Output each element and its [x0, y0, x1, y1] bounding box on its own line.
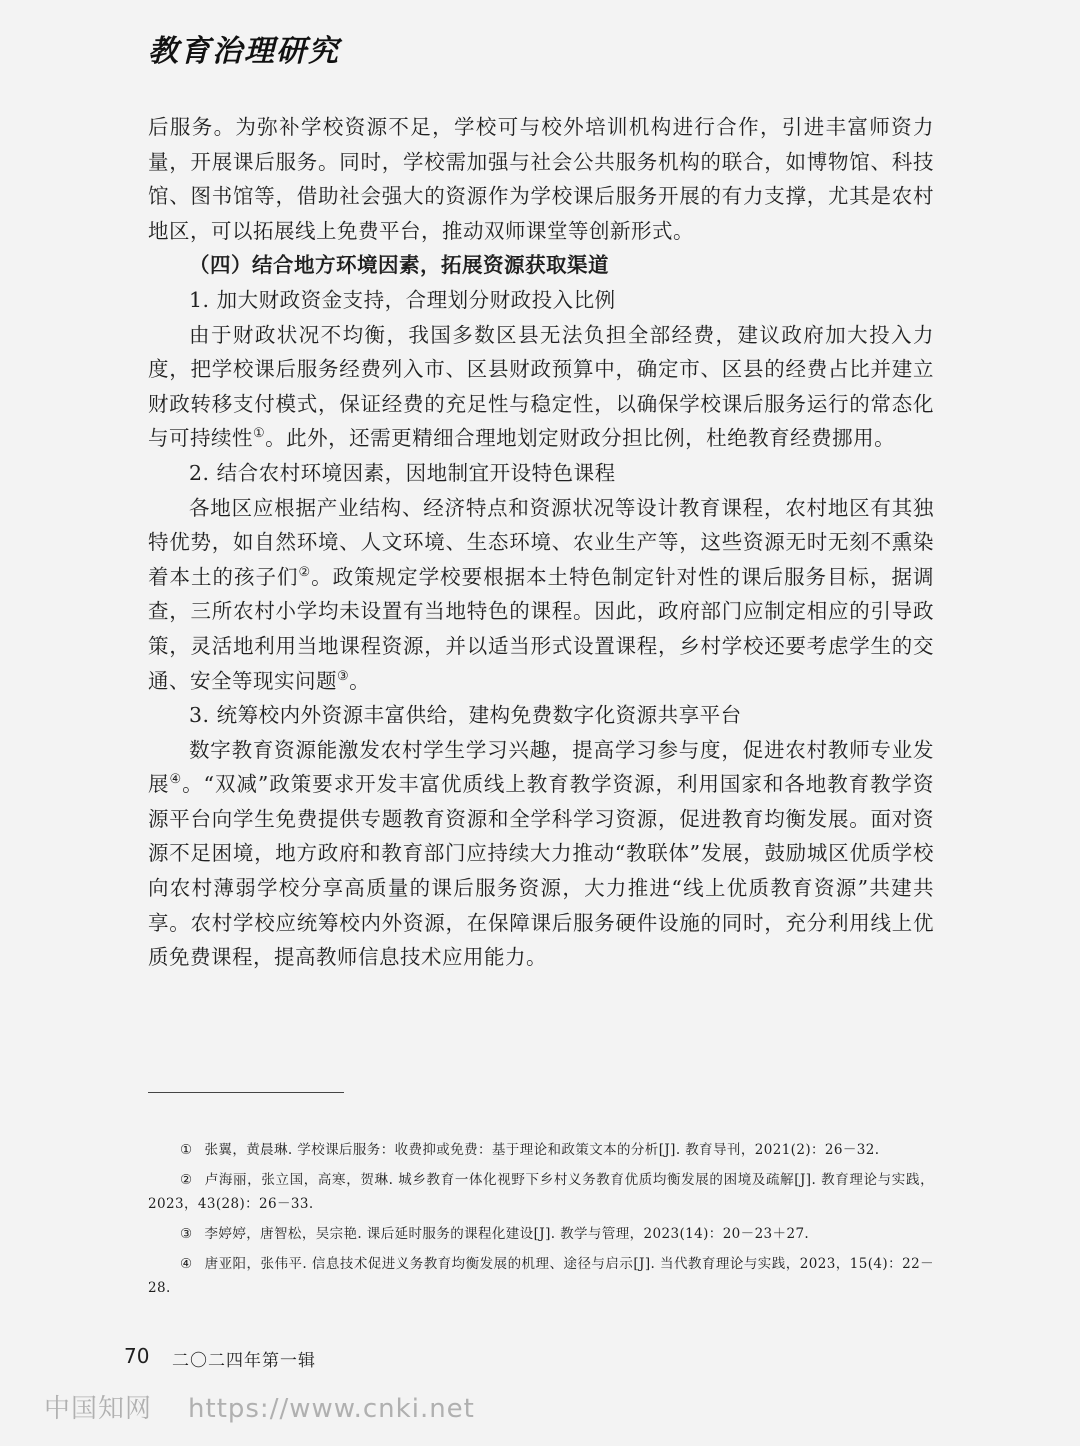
footnote-text: 张翼，黄晨琳. 学校课后服务：收费抑或免费：基于理论和政策文本的分析[J]. 教育导刊，2021(2)：26－32.	[204, 1142, 880, 1158]
footnotes	[148, 1138, 934, 1306]
footnote-text: 卢海丽，张立国，高寒，贺琳. 城乡教育一体化视野下乡村义务教育优质均衡发展的困境及疏解[J]. 教育理论与实践，2023，43(28)：26－33.	[148, 1172, 934, 1212]
article-body	[148, 110, 934, 975]
footnote-2	[148, 1168, 934, 1216]
paragraph-2-text-b: 。此外，还需更精细合理地划定财政分担比例，杜绝教育经费挪用。	[265, 426, 896, 451]
watermark-url[interactable]: https://www.cnki.net	[188, 1394, 475, 1424]
paragraph-1: 后服务。为弥补学校资源不足，学校可与校外培训机构进行合作，引进丰富师资力量，开展课后服务。同时，学校需加强与社会公共服务机构的联合，如博物馆、科技馆、图书馆等，借助社会强大的资源作为学校课后服务开展的有力支撑，尤其是农村地区，可以拓展线上免费平台，推动双师课堂等创新形式。	[148, 115, 934, 243]
subheading-3: 3. 统筹校内外资源丰富供给，建构免费数字化资源共享平台	[189, 703, 742, 728]
journal-title: 教育治理研究	[148, 34, 340, 69]
paragraph-3-text-b: 。政策规定学校要根据本土特色制定针对性的课后服务目标，据调查，三所农村小学均未设置有当地特色的课程。因此，政府部门应制定相应的引导政策，灵活地利用当地课程资源，并以适当形式设置课程，乡村学校还要考虑学生的交通、安全等现实问题	[148, 564, 935, 693]
footnote-ref-2[interactable]: ②	[298, 564, 312, 580]
watermark-site-name: 中国知网	[44, 1394, 153, 1424]
footnote-1	[148, 1138, 934, 1162]
page-number: 70	[124, 1344, 150, 1368]
subheading-2: 2. 结合农村环境因素，因地制宜开设特色课程	[189, 460, 616, 485]
footnote-3	[148, 1222, 934, 1246]
cnki-watermark	[44, 1388, 475, 1425]
paragraph-4	[148, 733, 934, 975]
footnote-divider	[148, 1092, 344, 1093]
footnote-ref-4[interactable]: ④	[169, 772, 183, 788]
footnote-4	[148, 1252, 934, 1300]
footnote-mark: ④	[180, 1256, 193, 1272]
footnote-ref-1[interactable]: ①	[253, 426, 266, 442]
footnote-text: 唐亚阳，张伟平. 信息技术促进义务教育均衡发展的机理、途径与启示[J]. 当代教育理论与实践，2023，15(4)：22－28.	[148, 1256, 934, 1296]
issue-label: 二〇二四年第一辑	[172, 1351, 316, 1371]
footnote-mark: ③	[180, 1226, 193, 1242]
footnote-text: 李婷婷，唐智松，吴宗艳. 课后延时服务的课程化建设[J]. 教学与管理，2023(14)：20－23＋27.	[204, 1226, 810, 1242]
footnote-mark: ②	[180, 1172, 193, 1188]
paragraph-4-text-b: 。“双减”政策要求开发丰富优质线上教育教学资源，利用国家和各地教育教学资源平台向学生免费提供专题教育资源和全学科学习资源，促进教育均衡发展。面对资源不足困境，地方政府和教育部门应持续大力推动“教联体”发展，鼓励城区优质学校向农村薄弱学校分享高质量的课后服务资源，大力推进“线上优质教育资源”共建共享。农村学校应统筹校内外资源，在保障课后服务硬件设施的同时，充分利用线上优质免费课程，提高教师信息技术应用能力。	[148, 772, 935, 970]
footnote-ref-3[interactable]: ③	[337, 668, 350, 684]
paragraph-3-text-a: 各地区应根据产业结构、经济特点和资源状况等设计教育课程，农村地区有其独特优势，如自然环境、人文环境、生态环境、农业生产等，这些资源无时无刻不熏染着本土的孩子们	[148, 495, 934, 589]
section-heading: （四）结合地方环境因素，拓展资源获取渠道	[189, 253, 609, 278]
paragraph-2-text-a: 由于财政状况不均衡，我国多数区县无法负担全部经费，建议政府加大投入力度，把学校课后服务经费列入市、区县财政预算中，确定市、区县的经费占比并建立财政转移支付模式，保证经费的充足性与稳定性，以确保学校课后服务运行的常态化与可持续性	[148, 322, 934, 451]
paragraph-2	[148, 318, 934, 456]
paragraph-3-text-c: 。	[349, 668, 371, 693]
subheading-1: 1. 加大财政资金支持，合理划分财政投入比例	[189, 287, 616, 312]
paragraph-3	[148, 491, 934, 699]
footnote-mark: ①	[180, 1142, 193, 1158]
paragraph-4-text-a: 数字教育资源能激发农村学生学习兴趣，提高学习参与度，促进农村教师专业发展	[148, 737, 934, 797]
